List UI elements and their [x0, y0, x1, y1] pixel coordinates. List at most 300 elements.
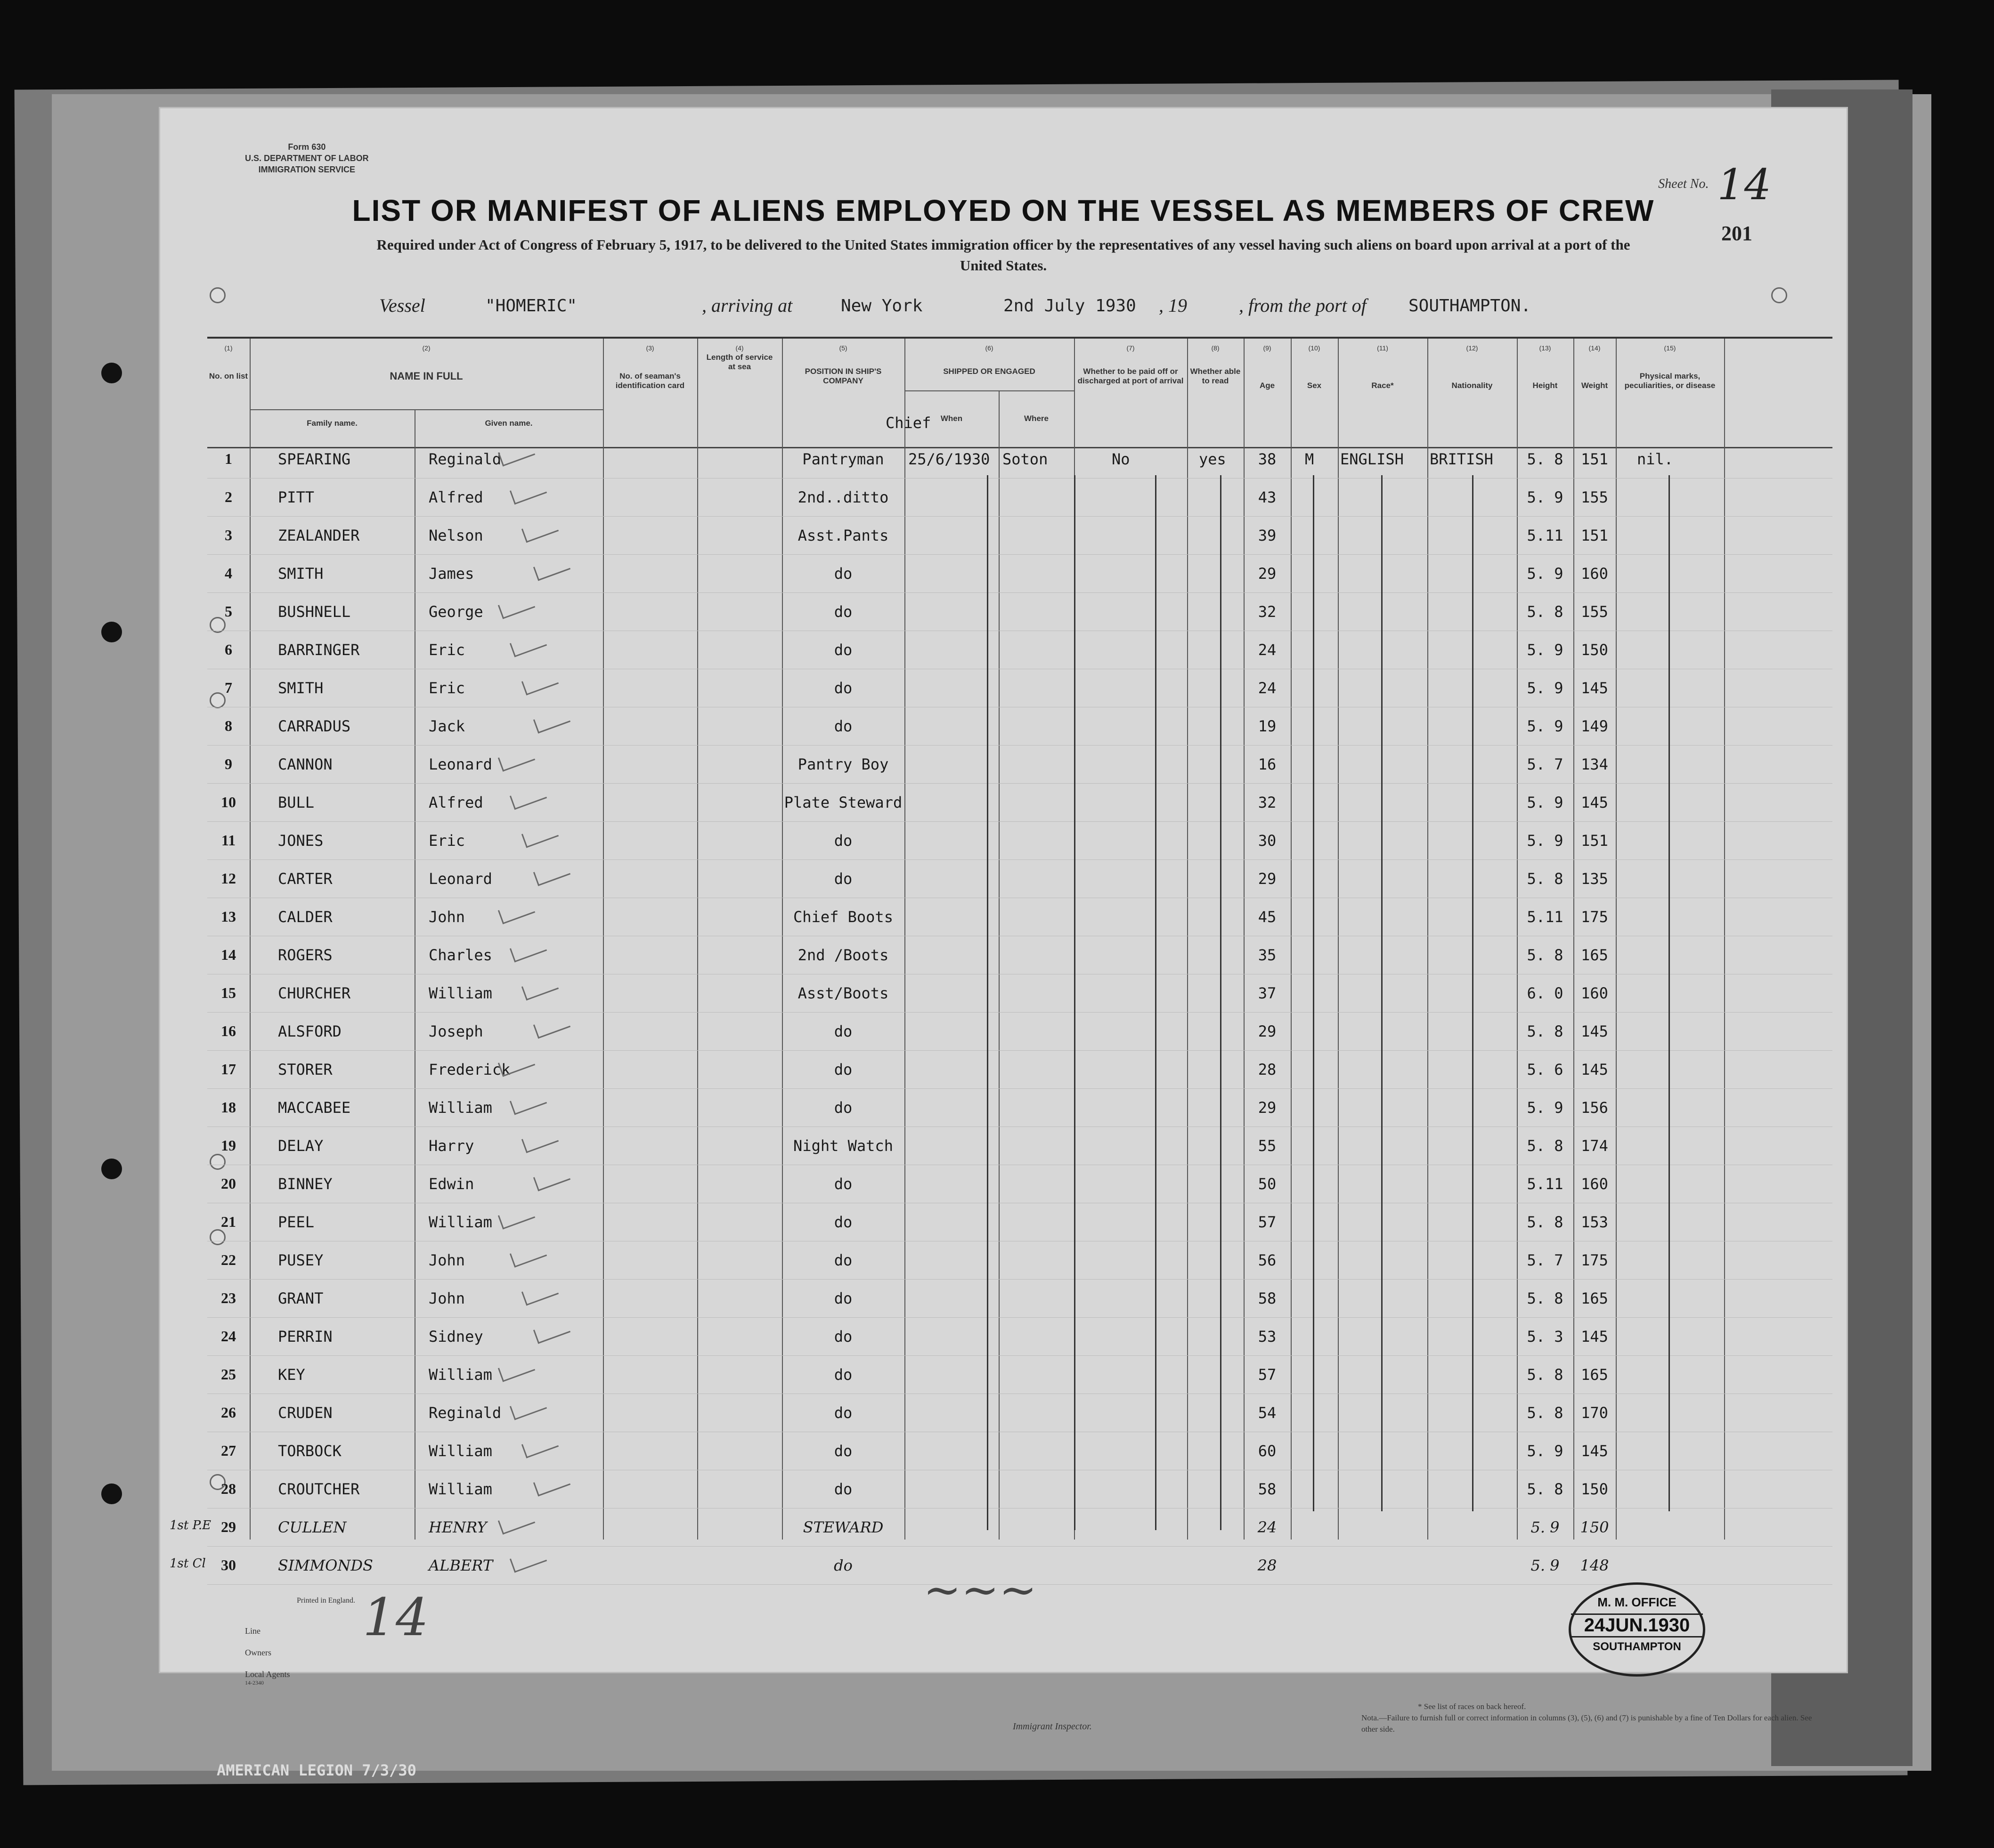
check-mark	[498, 593, 535, 619]
ditto-line	[1155, 475, 1156, 1530]
col-id-card-header: No. of seaman's identification card	[615, 372, 685, 390]
row-number: 1	[225, 450, 232, 467]
height: 5. 9	[1527, 641, 1563, 659]
weight: 135	[1581, 870, 1608, 888]
height: 5. 9	[1527, 488, 1563, 506]
age: 24	[1258, 641, 1277, 659]
col-6-num: (6)	[985, 344, 993, 352]
position: do	[834, 1175, 853, 1193]
table-row	[207, 1165, 1832, 1203]
row-number: 22	[221, 1251, 236, 1268]
height: 5. 9	[1527, 1099, 1563, 1117]
table-row	[207, 1279, 1832, 1318]
given-name: Jack	[429, 717, 465, 735]
row-number: 6	[225, 641, 232, 658]
height: 5. 9	[1527, 1442, 1563, 1460]
row-number: 14	[221, 946, 236, 963]
check-mark	[521, 1280, 559, 1305]
check-mark	[533, 1471, 570, 1496]
family-name: PUSEY	[278, 1251, 324, 1269]
height: 5. 7	[1527, 755, 1563, 773]
weight: 145	[1581, 1061, 1608, 1078]
family-name: SPEARING	[278, 450, 351, 468]
given-name: Frederick	[429, 1061, 511, 1078]
table-row	[207, 478, 1832, 517]
form-header	[245, 141, 369, 175]
manifest-sheet	[160, 108, 1847, 1734]
given-name: Alfred	[429, 794, 483, 811]
first-row-read: yes	[1199, 450, 1226, 468]
row-number: 17	[221, 1061, 236, 1078]
row-number: 27	[221, 1442, 236, 1459]
form-code: 14-2340	[245, 1679, 264, 1686]
height: 5. 9	[1527, 679, 1563, 697]
race-note: * See list of races on back hereof.	[1418, 1702, 1526, 1711]
table-row	[207, 1432, 1832, 1470]
col-given-header: Given name.	[485, 419, 533, 428]
table-row	[207, 1355, 1832, 1394]
row-number: 11	[221, 832, 236, 849]
given-name: Eric	[429, 679, 465, 697]
line-label: Line	[245, 1626, 260, 1636]
given-name: William	[429, 1442, 492, 1460]
age: 58	[1258, 1480, 1277, 1498]
table-row	[207, 516, 1832, 555]
col-nationality-header: Nationality	[1451, 381, 1493, 390]
check-mark	[510, 1242, 547, 1267]
family-name: CHURCHER	[278, 984, 351, 1002]
age: 29	[1258, 1099, 1277, 1117]
height: 5. 3	[1527, 1328, 1563, 1345]
footer-note	[1361, 1701, 1814, 1735]
family-name: BUSHNELL	[278, 603, 351, 621]
row-number: 7	[225, 679, 232, 696]
table-row	[207, 707, 1832, 746]
family-name: ALSFORD	[278, 1022, 342, 1040]
row-number: 28	[221, 1480, 236, 1497]
table-row	[207, 1394, 1832, 1432]
check-mark	[521, 670, 559, 695]
position: do	[834, 1251, 853, 1269]
position: do	[834, 603, 853, 621]
position: Pantry Boy	[798, 755, 889, 773]
weight: 160	[1581, 984, 1608, 1002]
given-name: ALBERT	[429, 1556, 493, 1574]
col-10-num: (10)	[1308, 344, 1320, 352]
col-9-num: (9)	[1263, 344, 1271, 352]
owners-label: Owners	[245, 1648, 271, 1657]
given-name: HENRY	[429, 1518, 487, 1536]
age: 43	[1258, 488, 1277, 506]
family-name: SIMMONDS	[278, 1556, 373, 1574]
table-row	[207, 1470, 1832, 1508]
ditto-line	[1472, 475, 1473, 1511]
margin-note: 1st P.E	[170, 1518, 212, 1532]
col-marks-header: Physical marks, peculiarities, or disease	[1624, 372, 1716, 390]
footer-fields	[245, 1620, 290, 1707]
row-number: 12	[221, 870, 236, 887]
weight: 148	[1580, 1556, 1609, 1574]
position: do	[834, 870, 853, 888]
row-number: 3	[225, 527, 232, 543]
family-name: BARRINGER	[278, 641, 360, 659]
weight: 150	[1581, 641, 1608, 659]
table-row	[207, 1088, 1832, 1127]
first-row-race: ENGLISH	[1340, 450, 1404, 468]
given-name: John	[429, 1289, 465, 1307]
agents-text: Local Agents	[245, 1670, 290, 1679]
age: 60	[1258, 1442, 1277, 1460]
col-3-num: (3)	[646, 344, 654, 352]
position: Plate Steward	[784, 794, 903, 811]
height: 5. 8	[1527, 946, 1563, 964]
check-mark	[510, 784, 547, 810]
row-number: 19	[221, 1137, 236, 1154]
arriving-label: , arriving at	[702, 295, 793, 316]
given-name: George	[429, 603, 483, 621]
col-paid-off-header: Whether to be paid off or discharged at port of arrival	[1077, 367, 1184, 385]
inspector-signature: ~~~	[923, 1564, 1037, 1616]
given-name: William	[429, 1366, 492, 1384]
check-mark	[533, 1318, 570, 1344]
weight: 149	[1581, 717, 1608, 735]
ditto-line	[1220, 475, 1221, 1530]
col-where-header: Where	[1024, 414, 1049, 423]
table-row	[207, 631, 1832, 669]
col-11-num: (11)	[1377, 344, 1388, 352]
given-name: John	[429, 1251, 465, 1269]
age: 29	[1258, 1022, 1277, 1040]
height: 5. 8	[1527, 603, 1563, 621]
row-number: 26	[221, 1404, 236, 1421]
office-stamp	[1569, 1582, 1705, 1677]
given-name: William	[429, 1480, 492, 1498]
year-label: , 19	[1159, 295, 1187, 316]
height: 5. 9	[1527, 565, 1563, 583]
position: 2nd /Boots	[798, 946, 889, 964]
given-name: Sidney	[429, 1328, 483, 1345]
check-mark	[510, 1394, 547, 1420]
col-height-header: Height	[1532, 381, 1558, 390]
ditto-line	[1668, 475, 1670, 1511]
row-number: 21	[221, 1213, 236, 1230]
first-row-sex: M	[1305, 450, 1314, 468]
height: 5. 8	[1527, 1022, 1563, 1040]
family-name: SMITH	[278, 679, 324, 697]
position: do	[834, 1213, 853, 1231]
weight: 170	[1581, 1404, 1608, 1422]
weight: 155	[1581, 488, 1608, 506]
stamp-date: 24JUN.1930	[1571, 1613, 1703, 1637]
height: 5.11	[1527, 908, 1563, 926]
family-name: CRUDEN	[278, 1404, 333, 1422]
height: 5. 8	[1527, 1289, 1563, 1307]
age: 45	[1258, 908, 1277, 926]
family-name: MACCABEE	[278, 1099, 351, 1117]
age: 39	[1258, 527, 1277, 544]
family-name: CANNON	[278, 755, 333, 773]
position: do	[834, 1022, 853, 1040]
position: do	[834, 641, 853, 659]
family-name: PERRIN	[278, 1328, 333, 1345]
height: 5. 9	[1527, 794, 1563, 811]
weight: 165	[1581, 1366, 1608, 1384]
ditto-line	[1381, 475, 1383, 1511]
vessel-name: "HOMERIC"	[485, 296, 578, 316]
check-mark	[521, 822, 559, 848]
table-row	[207, 592, 1832, 631]
arrival-port: New York	[841, 296, 923, 316]
age: 37	[1258, 984, 1277, 1002]
family-name: BULL	[278, 794, 315, 811]
check-mark	[533, 860, 570, 886]
check-mark	[498, 1509, 535, 1534]
col-7-num: (7)	[1126, 344, 1135, 352]
weight: 145	[1581, 794, 1608, 811]
check-mark	[521, 975, 559, 1000]
weight: 175	[1581, 1251, 1608, 1269]
col-family-header: Family name.	[307, 419, 358, 428]
family-name: KEY	[278, 1366, 305, 1384]
col-2-num: (2)	[422, 344, 431, 352]
check-mark	[498, 899, 535, 924]
first-row-paid-off: No	[1112, 450, 1130, 468]
height: 5. 7	[1527, 1251, 1563, 1269]
check-mark	[510, 632, 547, 657]
stamp-office: M. M. OFFICE	[1597, 1595, 1677, 1609]
given-name: William	[429, 1213, 492, 1231]
col-position-header: POSITION IN SHIP'S COMPANY	[805, 367, 882, 385]
ditto-line	[987, 475, 988, 1530]
height: 5.11	[1527, 1175, 1563, 1193]
check-mark	[510, 1547, 547, 1572]
weight: 155	[1581, 603, 1608, 621]
family-name: CALDER	[278, 908, 333, 926]
position: 2nd..ditto	[798, 488, 889, 506]
first-row-when: 25/6/1930	[908, 450, 990, 468]
check-mark	[498, 1204, 535, 1229]
vessel-label: Vessel	[379, 295, 425, 316]
check-mark	[510, 937, 547, 962]
first-row-marks: nil.	[1637, 450, 1674, 468]
document-title: LIST OR MANIFEST OF ALIENS EMPLOYED ON THE VESSEL AS MEMBERS OF CREW	[352, 194, 1655, 227]
col-13-num: (13)	[1539, 344, 1551, 352]
table-row	[207, 936, 1832, 974]
given-name: Joseph	[429, 1022, 483, 1040]
check-mark	[521, 517, 559, 543]
position: do	[834, 717, 853, 735]
table-row	[207, 1050, 1832, 1089]
department: U.S. DEPARTMENT OF LABOR	[245, 154, 369, 163]
height: 5. 8	[1527, 1366, 1563, 1384]
weight: 145	[1581, 1022, 1608, 1040]
table-row	[207, 974, 1832, 1013]
service: IMMIGRATION SERVICE	[258, 165, 356, 174]
printed-in: Printed in England.	[297, 1597, 355, 1605]
given-name: William	[429, 1099, 492, 1117]
weight: 165	[1581, 946, 1608, 964]
age: 28	[1257, 1556, 1277, 1574]
position: do	[834, 1442, 853, 1460]
family-name: TORBOCK	[278, 1442, 342, 1460]
position: do	[834, 679, 853, 697]
row-number: 10	[221, 794, 236, 811]
first-row-where: Soton	[1002, 450, 1048, 468]
given-name: John	[429, 908, 465, 926]
height: 5. 9	[1530, 1556, 1560, 1574]
age: 57	[1258, 1366, 1277, 1384]
weight: 174	[1581, 1137, 1608, 1155]
col-service-header: Length of service at sea	[706, 353, 773, 371]
age: 35	[1258, 946, 1277, 964]
position: do	[834, 1061, 853, 1078]
check-mark	[510, 479, 547, 504]
age: 57	[1258, 1213, 1277, 1231]
weight: 151	[1581, 832, 1608, 850]
height: 5. 8	[1527, 1213, 1563, 1231]
agents-label	[245, 1663, 290, 1707]
row-number: 9	[225, 755, 232, 772]
position: do	[834, 565, 853, 583]
given-name: Reginald	[429, 450, 502, 468]
table-row	[207, 821, 1832, 860]
weight: 145	[1581, 1328, 1608, 1345]
col-name-header: NAME IN FULL	[390, 370, 463, 382]
row-number: 20	[221, 1175, 236, 1192]
given-name: Charles	[429, 946, 492, 964]
col-race-header: Race*	[1371, 381, 1394, 390]
weight: 134	[1581, 755, 1608, 773]
inspector-label: Immigrant Inspector.	[1013, 1721, 1092, 1732]
page-number: 201	[1721, 222, 1752, 245]
age: 50	[1258, 1175, 1277, 1193]
row-number: 18	[221, 1099, 236, 1116]
check-mark	[521, 1127, 559, 1153]
table-row	[170, 1508, 1832, 1547]
col-8-num: (8)	[1211, 344, 1220, 352]
table-row	[207, 1012, 1832, 1051]
position: Chief Boots	[793, 908, 893, 926]
age: 58	[1258, 1289, 1277, 1307]
col-weight-header: Weight	[1581, 381, 1608, 390]
given-name: Reginald	[429, 1404, 502, 1422]
position: do	[834, 1404, 853, 1422]
age: 24	[1258, 679, 1277, 697]
given-name: Nelson	[429, 527, 483, 544]
given-name: Eric	[429, 832, 465, 850]
family-name: DELAY	[278, 1137, 324, 1155]
row-number: 16	[221, 1022, 236, 1039]
age: 16	[1258, 755, 1277, 773]
first-row-nationality: BRITISH	[1430, 450, 1493, 468]
height: 5. 9	[1530, 1518, 1560, 1536]
row-number: 29	[221, 1518, 236, 1535]
from-port-label: , from the port of	[1239, 295, 1367, 316]
height: 5.11	[1527, 527, 1563, 544]
check-mark	[510, 1089, 547, 1115]
position: do	[834, 1328, 853, 1345]
col-when-header: When	[940, 414, 963, 423]
row-number: 4	[225, 565, 232, 582]
punch-hole	[101, 1483, 122, 1504]
ditto-line	[1074, 475, 1075, 1530]
weight: 153	[1581, 1213, 1608, 1231]
age: 29	[1258, 870, 1277, 888]
position: do	[834, 1099, 853, 1117]
given-name: Leonard	[429, 870, 492, 888]
manifest-table	[170, 337, 1832, 1574]
bottom-label-strip: AMERICAN LEGION 7/3/30	[217, 1761, 416, 1779]
weight: 160	[1581, 1175, 1608, 1193]
col-15-num: (15)	[1664, 344, 1676, 352]
table-row	[207, 859, 1832, 898]
col-5-num: (5)	[839, 344, 847, 352]
position: Night Watch	[793, 1137, 893, 1155]
col-no-header: No. on list	[209, 372, 248, 381]
row-number: 13	[221, 908, 236, 925]
height: 5. 8	[1527, 1480, 1563, 1498]
row-number: 25	[221, 1366, 236, 1383]
weight: 156	[1581, 1099, 1608, 1117]
col-12-num: (12)	[1466, 344, 1478, 352]
check-mark	[533, 1166, 570, 1191]
family-name: PITT	[278, 488, 315, 506]
given-name: Alfred	[429, 488, 483, 506]
weight: 145	[1581, 1442, 1608, 1460]
age: 55	[1258, 1137, 1277, 1155]
row-number: 24	[221, 1328, 236, 1345]
given-name: Harry	[429, 1137, 474, 1155]
position: STEWARD	[803, 1518, 884, 1536]
family-name: CROUTCHER	[278, 1480, 360, 1498]
height: 6. 0	[1527, 984, 1563, 1002]
row-number: 15	[221, 984, 236, 1001]
col-sex-header: Sex	[1307, 381, 1322, 390]
given-name: Eric	[429, 641, 465, 659]
position: do	[834, 1366, 853, 1384]
height: 5. 6	[1527, 1061, 1563, 1078]
first-row-position-top: Chief	[886, 414, 931, 432]
vessel-line	[160, 294, 1847, 323]
shipped-subdivider	[904, 390, 1074, 391]
height: 5. 9	[1527, 717, 1563, 735]
family-name: CULLEN	[278, 1518, 347, 1536]
position: Asst/Boots	[798, 984, 889, 1002]
family-name: JONES	[278, 832, 324, 850]
table-row	[207, 1203, 1832, 1241]
age: 32	[1258, 794, 1277, 811]
table-row	[207, 554, 1832, 593]
document-subtitle: Required under Act of Congress of February 5, 1917, to be delivered to the United States immigration officer by the representatives of any vessel having such aliens on board upon arrival at a port of the United States.	[376, 236, 1630, 274]
family-name: PEEL	[278, 1213, 315, 1231]
height: 5. 9	[1527, 832, 1563, 850]
age: 28	[1258, 1061, 1277, 1078]
form-number: Form 630	[288, 142, 326, 152]
family-name: GRANT	[278, 1289, 324, 1307]
position: do	[834, 1480, 853, 1498]
family-name: CARRADUS	[278, 717, 351, 735]
sheet-number: 14	[1717, 160, 1771, 210]
col-shipped-header: SHIPPED OR ENGAGED	[943, 367, 1035, 376]
age: 54	[1258, 1404, 1277, 1422]
table-row	[207, 1317, 1832, 1356]
position: do	[834, 832, 853, 850]
position: do	[834, 1289, 853, 1307]
check-mark	[533, 708, 570, 733]
punch-hole	[101, 363, 122, 383]
table-row	[207, 745, 1832, 784]
check-mark	[521, 1433, 559, 1458]
